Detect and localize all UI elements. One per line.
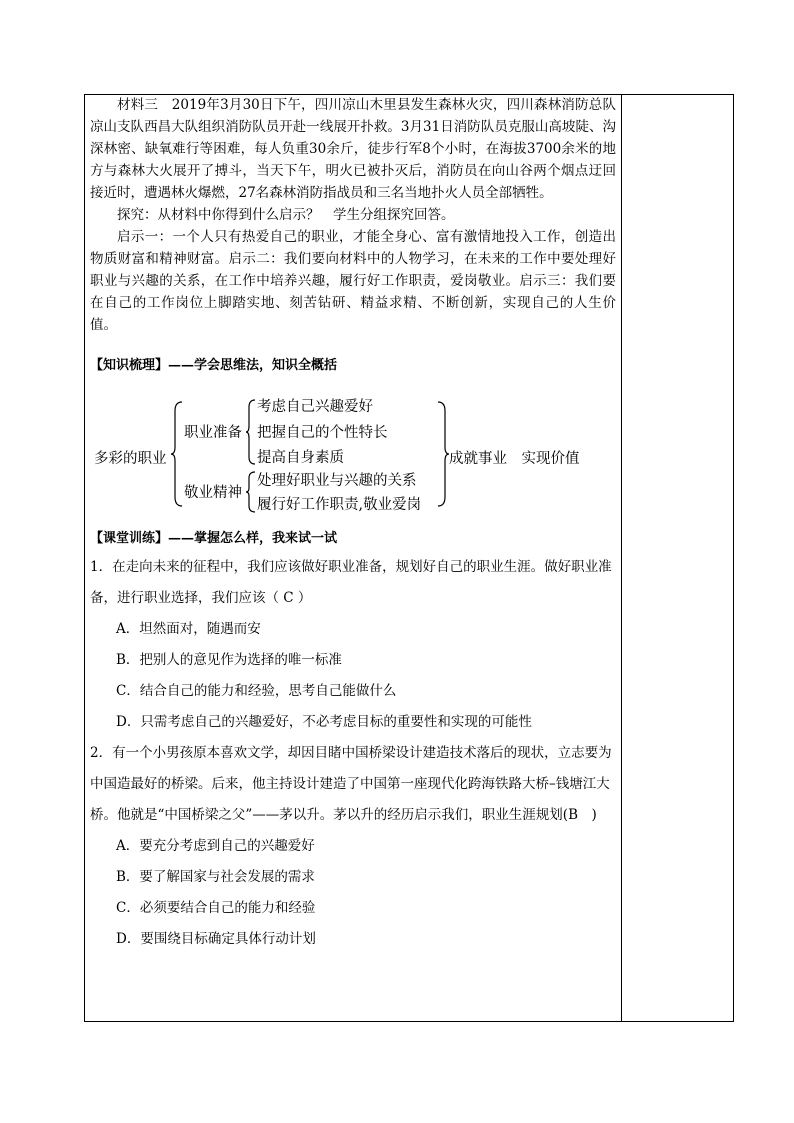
branch1-item-1: 考虑自己兴趣爱好 — [257, 399, 373, 415]
branch2-brace-icon — [245, 471, 257, 513]
knowledge-heading-label: 【知识梳理】 — [90, 358, 169, 373]
training-heading — [90, 528, 616, 550]
branch1-item-2: 把握自己的个性特长 — [257, 425, 388, 441]
question-1-option-a: A．坦然面对，随遇而安 — [116, 621, 261, 637]
diagram-result: 成就事业 实现价值 — [449, 451, 580, 467]
knowledge-diagram — [90, 395, 616, 515]
question-1-option-b: B．把别人的意见作为选择的唯一标准 — [116, 652, 342, 668]
column-divider — [621, 94, 622, 1022]
question-2-text: 2．有一个小男孩原本喜欢文学，却因目睹中国桥梁设计建造技术落后的现状，立志要为中国造最好的桥梁。后来，他主持设计建造了中国第一座现代化跨海铁路大桥–钱塘江大桥。他就是“中国桥梁之父”——茅以升。茅以升的经历启示我们，职业生涯规划(B ) — [90, 745, 612, 823]
question-2-option-d: D．要围绕目标确定具体行动计划 — [116, 931, 316, 947]
question-2-option-c: C．必须要结合自己的能力和经验 — [116, 900, 316, 916]
diagram-branch-dedication: 敬业精神 — [184, 485, 242, 501]
question-1-text: 1．在走向未来的征程中，我们应该做好职业准备，规划好自己的职业生涯。做好职业准备，进行职业选择，我们应该（ C ） — [90, 559, 612, 606]
question-2-option-b: B．要了解国家与社会发展的需求 — [116, 869, 315, 885]
question-1-option-c: C．结合自己的能力和经验，思考自己能做什么 — [116, 683, 397, 699]
result-brace-icon — [436, 401, 450, 507]
knowledge-heading — [90, 355, 616, 377]
diagram-branch-career-prep: 职业准备 — [184, 425, 242, 441]
branch1-item-3: 提高自身素质 — [257, 450, 344, 466]
question-2-option-a: A．要充分考虑到自己的兴趣爱好 — [116, 838, 315, 854]
explore-paragraph: 探究：从材料中你得到什么启示？ 学生分组探究回答。 — [117, 207, 455, 223]
training-subheading: ——掌握怎么样，我来试一试 — [168, 531, 338, 546]
question-1-option-d: D．只需考虑自己的兴趣爱好，不必考虑目标的重要性和实现的可能性 — [116, 714, 532, 730]
main-content-cell — [90, 94, 616, 955]
branch2-item-2: 履行好工作职责,敬业爱岗 — [257, 497, 422, 513]
training-heading-label: 【课堂训练】 — [90, 531, 169, 546]
root-brace-icon — [170, 401, 184, 507]
branch2-item-1: 处理好职业与兴趣的关系 — [257, 473, 417, 489]
material-three-paragraph: 材料三 2019年3月30日下午，四川凉山木里县发生森林火灾，四川森林消防总队凉山支队西昌大队组织消防队员开赴一线展开扑救。3月31日消防队员克服山高坡陡、沟深林密、缺氧难行等困难，每人负重30余斤，徒步行军8个小时，在海拔3700余米的地方与森林大火展开了搏斗，当天下午，明火已被扑灭后，消防员在向山谷两个烟点迂回接近时，遭遇林火爆燃，27名森林消防指战员和三名当地扑火人员全部牺牲。 — [90, 97, 616, 201]
inspiration-paragraph: 启示一：一个人只有热爱自己的职业，才能全身心、富有激情地投入工作，创造出物质财富和精神财富。启示二：我们要向材料中的人物学习，在未来的工作中要处理好职业与兴趣的关系，在工作中培养兴趣，履行好工作职责，爱岗敬业。启示三：我们要在自己的工作岗位上脚踏实地、刻苦钻研、精益求精、不断创新，实现自己的人生价值。 — [90, 229, 616, 333]
diagram-root: 多彩的职业 — [94, 451, 167, 467]
branch1-brace-icon — [245, 399, 257, 465]
knowledge-subheading: ——学会思维法，知识全概括 — [168, 358, 338, 373]
